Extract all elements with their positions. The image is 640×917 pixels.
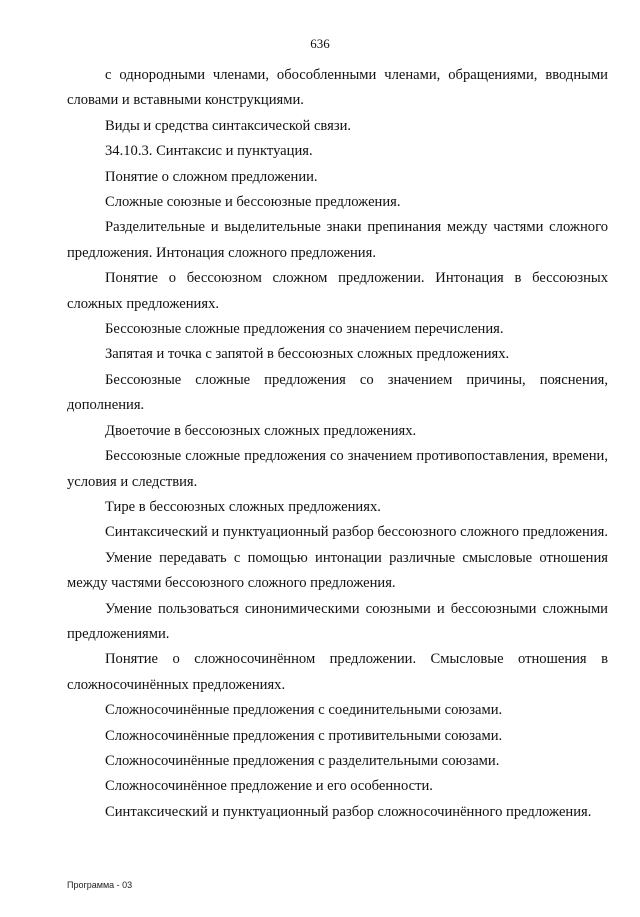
paragraph: Умение передавать с помощью интонации различные смысловые отношения между частями бессоюзного сложного предложения. <box>67 549 608 592</box>
paragraph: Запятая и точка с запятой в бессоюзных сложных предложениях. <box>105 346 510 363</box>
paragraph: Понятие о бессоюзном сложном предложении. Интонация в бессоюзных сложных предложениях. <box>67 270 608 312</box>
paragraph: Понятие о сложном предложении. <box>105 168 318 185</box>
footer-label: Программа - 03 <box>67 880 133 890</box>
paragraph: Синтаксический и пунктуационный разбор сложносочинённого предложения. <box>105 803 592 820</box>
paragraph: 34.10.3. Синтаксис и пунктуация. <box>105 143 313 160</box>
paragraph: Виды и средства синтаксической связи. <box>105 117 352 134</box>
paragraph: Бессоюзные сложные предложения со значением перечисления. <box>105 321 504 338</box>
paragraph: Тире в бессоюзных сложных предложениях. <box>105 498 381 515</box>
page-number: 636 <box>310 36 330 51</box>
document-body <box>67 63 608 825</box>
paragraph: Двоеточие в бессоюзных сложных предложениях. <box>105 422 417 439</box>
paragraph: Сложносочинённые предложения с разделительными союзами. <box>105 752 500 769</box>
paragraph: Понятие о сложносочинённом предложении. Смысловые отношения в сложносочинённых предложениях. <box>67 651 608 693</box>
paragraph: Умение пользоваться синонимическими союзными и бессоюзными сложными предложениями. <box>67 600 608 642</box>
paragraph: Сложносочинённые предложения с противительными союзами. <box>105 727 503 744</box>
paragraph: Бессоюзные сложные предложения со значением противопоставления, времени, условия и следствия. <box>67 448 608 490</box>
paragraph: с однородными членами, обособленными членами, обращениями, вводными словами и вставными конструкциями. <box>67 67 608 109</box>
paragraph: Бессоюзные сложные предложения со значением причины, пояснения, дополнения. <box>67 371 608 414</box>
paragraph: Сложносочинённые предложения с соединительными союзами. <box>105 702 503 719</box>
paragraph: Сложные союзные и бессоюзные предложения. <box>105 194 401 211</box>
paragraph: Синтаксический и пунктуационный разбор бессоюзного сложного предложения. <box>105 524 608 541</box>
paragraph: Разделительные и выделительные знаки препинания между частями сложного предложения. Интонация сложного предложения. <box>67 219 608 261</box>
paragraph: Сложносочинённое предложение и его особенности. <box>105 778 433 795</box>
